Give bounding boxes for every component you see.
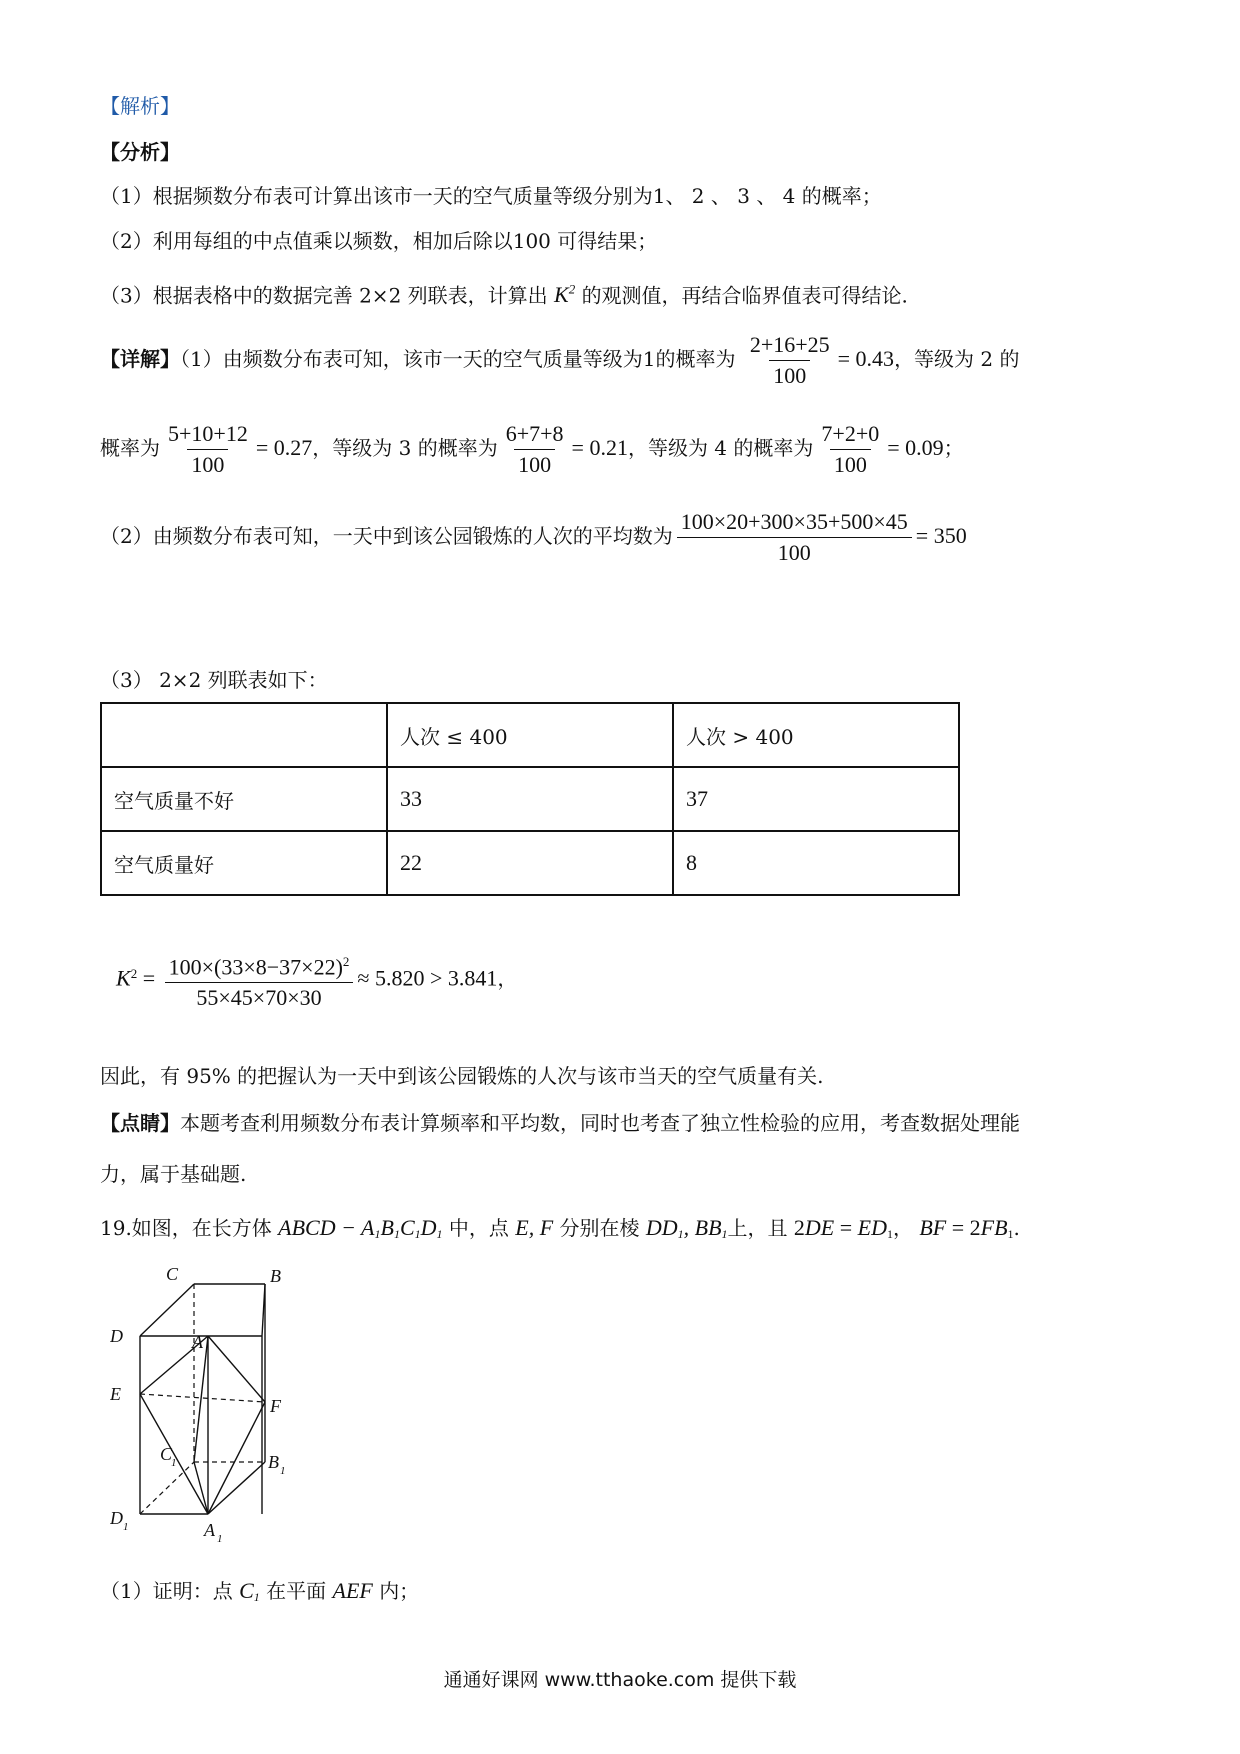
frac-1-result: = 0.43 <box>837 346 895 371</box>
analysis-line-3-a: （3）根据表格中的数据完善 2×2 列联表，计算出 <box>100 283 548 308</box>
frac-2-result: = 0.27 <box>255 435 313 460</box>
frac-5-den: 100 <box>677 537 912 565</box>
dianjing-tag: 【点睛】 <box>100 1111 180 1135</box>
conclusion: 因此，有 95% 的把握认为一天中到该公园锻炼的人次与该市当天的空气质量有关. <box>100 1064 824 1088</box>
detail-line-2 <box>100 422 964 477</box>
table-cell: 人次 > 400 <box>673 703 959 767</box>
k2-symbol: $K^2$ <box>554 282 576 308</box>
table-header-row <box>101 703 959 767</box>
label-a1: A <box>204 1520 215 1540</box>
table-cell: 8 <box>673 831 959 895</box>
table-row <box>101 831 959 895</box>
q19-1-plane: AEF <box>332 1578 373 1603</box>
q19-text-a: 19.如图，在长方体 <box>100 1216 272 1240</box>
table-cell: 37 <box>673 767 959 831</box>
fraction-5 <box>677 510 912 565</box>
q19-cond-2: BF = $2FB_1$ <box>919 1215 1014 1241</box>
footer-watermark: 通通好课网 www.tthaoke.com 提供下载 <box>443 1669 797 1691</box>
frac-3-num: 6+7+8 <box>505 421 564 446</box>
q19-1-text-c: 内； <box>379 1579 420 1603</box>
label-d1-sub: 1 <box>123 1521 129 1533</box>
frac-3-result: = 0.21 <box>571 435 628 460</box>
k2-formula: $K^2$ = $\frac{100\times(33\times 8-37\times 22)^2}{55\times 45\times 70\times 30}$ ≈ 5.820 > 3.841， <box>116 950 517 1010</box>
detail-text-2a: 概率为 <box>100 436 160 460</box>
detail-text-1a: （1）由频数分布表可知，该市一天的空气质量等级为1的概率为 <box>180 347 736 371</box>
table-cell <box>101 703 387 767</box>
q19-edges: $DD_1$, $BB_1$ <box>645 1215 728 1241</box>
dianjing-text-1: 本题考查利用频数分布表计算频率和平均数，同时也考查了独立性检验的应用，考查数据处理能 <box>180 1111 1020 1135</box>
table-cell: 33 <box>387 767 673 831</box>
detail-text-1b: ，等级为 2 的 <box>894 347 1020 371</box>
jiexi-tag: 【解析】 <box>100 94 180 118</box>
frac-2-num: 5+10+12 <box>168 421 248 446</box>
frac-5-result: = 350 <box>915 523 967 548</box>
label-c1-sub: 1 <box>171 1457 177 1469</box>
fraction-4 <box>817 422 883 477</box>
label-b1-sub: 1 <box>280 1465 286 1477</box>
table-cell: 22 <box>387 831 673 895</box>
contingency-table <box>100 702 960 896</box>
analysis-line-3-b: 的观测值，再结合临界值表可得结论. <box>581 283 908 308</box>
label-d: D <box>110 1326 123 1346</box>
q19-1-text-b: 在平面 <box>266 1579 327 1603</box>
label-b: B <box>270 1266 281 1286</box>
frac-4-num: 7+2+0 <box>821 421 880 446</box>
frac-5-num: 100×20+300×35+500×45 <box>680 509 908 534</box>
q19-1-point: $C_1$ <box>239 1578 260 1604</box>
label-d1: D <box>110 1508 123 1528</box>
q19-text-d: 上，且 <box>727 1216 788 1240</box>
label-b1: B <box>268 1452 279 1472</box>
detail-line-4: （3） 2×2 列联表如下： <box>100 668 328 692</box>
analysis-line-1: （1）根据频数分布表可计算出该市一天的空气质量等级分别为1、 2 、 3 、 4 的概率； <box>100 184 882 208</box>
k2-tail: ， <box>497 966 518 991</box>
q19-prism: ABCD − $A_1B_1C_1D_1$ <box>278 1215 443 1241</box>
k2-num: $100\times(33\times 8-37\times 22)^2$ <box>168 954 350 980</box>
q19-points: E, F <box>515 1215 554 1240</box>
label-a: A <box>192 1332 203 1352</box>
q19-text-c: 分别在棱 <box>559 1216 640 1240</box>
fenxi-tag: 【分析】 <box>100 140 180 164</box>
k2-fraction <box>165 950 354 1010</box>
detail-text-2b: ，等级为 3 的概率为 <box>312 436 498 460</box>
table-cell: 空气质量好 <box>101 831 387 895</box>
table-cell: 空气质量不好 <box>101 767 387 831</box>
dianjing-line-2: 力，属于基础题. <box>100 1162 247 1186</box>
table-row <box>101 767 959 831</box>
label-c: C <box>166 1264 179 1284</box>
question-19-part-1 <box>100 1577 419 1611</box>
frac-4-den: 100 <box>830 449 871 477</box>
frac-1-num: 2+16+25 <box>749 332 830 357</box>
detail-tag: 【详解】 <box>100 347 180 371</box>
dianjing-line-1 <box>100 1109 1020 1137</box>
detail-line-3 <box>100 510 967 565</box>
q19-text-e: ， <box>892 1216 913 1240</box>
question-19 <box>100 1214 1020 1248</box>
label-a1-sub: 1 <box>217 1533 223 1545</box>
detail-text-3a: （2）由频数分布表可知，一天中到该公园锻炼的人次的平均数为 <box>100 524 673 548</box>
table-cell: 人次 ≤ 400 <box>387 703 673 767</box>
label-f: F <box>270 1396 281 1416</box>
k2-lhs: K <box>116 965 131 991</box>
fraction-3 <box>502 422 568 477</box>
q19-text-b: 中，点 <box>448 1216 509 1240</box>
k2-num-text: 100×(33×8−37×22) <box>168 954 343 980</box>
label-e: E <box>110 1384 121 1404</box>
q19-1-text-a: （1）证明：点 <box>100 1579 233 1603</box>
q19-text-f: . <box>1013 1216 1020 1240</box>
frac-1-den: 100 <box>769 360 810 388</box>
k2-den: 55×45×70×30 <box>165 982 354 1010</box>
k2-result: ≈ 5.820 > 3.841 <box>357 965 498 991</box>
detail-text-2c: ，等级为 4 的概率为 <box>627 436 814 460</box>
frac-3-den: 100 <box>514 449 555 477</box>
detail-text-2d: ； <box>943 436 964 460</box>
analysis-line-3 <box>100 276 908 309</box>
q19-cond-1: $2DE = ED_1$ <box>793 1215 893 1241</box>
fraction-1 <box>746 333 834 388</box>
analysis-line-2: （2）利用每组的中点值乘以频数，相加后除以100 可得结果； <box>100 229 658 253</box>
fraction-2 <box>164 422 252 477</box>
prism-figure <box>110 1262 310 1548</box>
label-c1: C <box>160 1444 173 1464</box>
frac-2-den: 100 <box>187 449 228 477</box>
detail-line-1 <box>100 333 1020 388</box>
frac-4-result: = 0.09 <box>887 435 944 460</box>
